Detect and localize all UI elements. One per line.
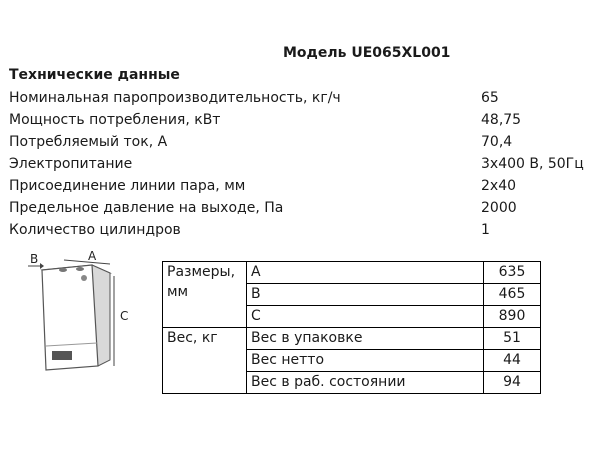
spec-value-steam-connection: 2х40 [481, 178, 517, 194]
dimensions-table [162, 261, 541, 394]
spec-label-max-pressure: Предельное давление на выходе, Па [9, 200, 284, 216]
param-value: 635 [484, 262, 541, 284]
param-value: 44 [484, 350, 541, 372]
param-value: 465 [484, 284, 541, 306]
spec-label-power-supply: Электропитание [9, 156, 133, 172]
weight-group-label: Вес, кг [163, 328, 247, 394]
spec-value-power-supply: 3х400 В, 50Гц [481, 156, 584, 172]
param-value: 890 [484, 306, 541, 328]
param-label: Вес в упаковке [247, 328, 484, 350]
param-label: C [247, 306, 484, 328]
diagram-label-a: A [88, 249, 97, 263]
diagram-label-b: B [30, 252, 39, 266]
table-row [163, 328, 541, 350]
param-label: Вес нетто [247, 350, 484, 372]
param-label: A [247, 262, 484, 284]
param-label: B [247, 284, 484, 306]
model-title: Модель UE065XL001 [283, 45, 451, 61]
spec-value-max-pressure: 2000 [481, 200, 517, 216]
spec-value-cylinders: 1 [481, 222, 490, 238]
spec-label-power: Мощность потребления, кВт [9, 112, 221, 128]
humidifier-dimension-diagram [18, 248, 148, 378]
spec-label-steam-capacity: Номинальная паропроизводительность, кг/ч [9, 90, 341, 106]
diagram-label-c: C [120, 309, 129, 323]
spec-label-cylinders: Количество цилиндров [9, 222, 181, 238]
section-title: Технические данные [9, 67, 180, 83]
spec-value-steam-capacity: 65 [481, 90, 499, 106]
sizes-group-label: Размеры, мм [163, 262, 247, 328]
table-row [163, 262, 541, 284]
spec-label-current: Потребляемый ток, А [9, 134, 168, 150]
param-value: 51 [484, 328, 541, 350]
spec-value-power: 48,75 [481, 112, 522, 128]
param-label: Вес в раб. состоянии [247, 372, 484, 394]
spec-value-current: 70,4 [481, 134, 513, 150]
param-value: 94 [484, 372, 541, 394]
spec-label-steam-connection: Присоединение линии пара, мм [9, 178, 246, 194]
